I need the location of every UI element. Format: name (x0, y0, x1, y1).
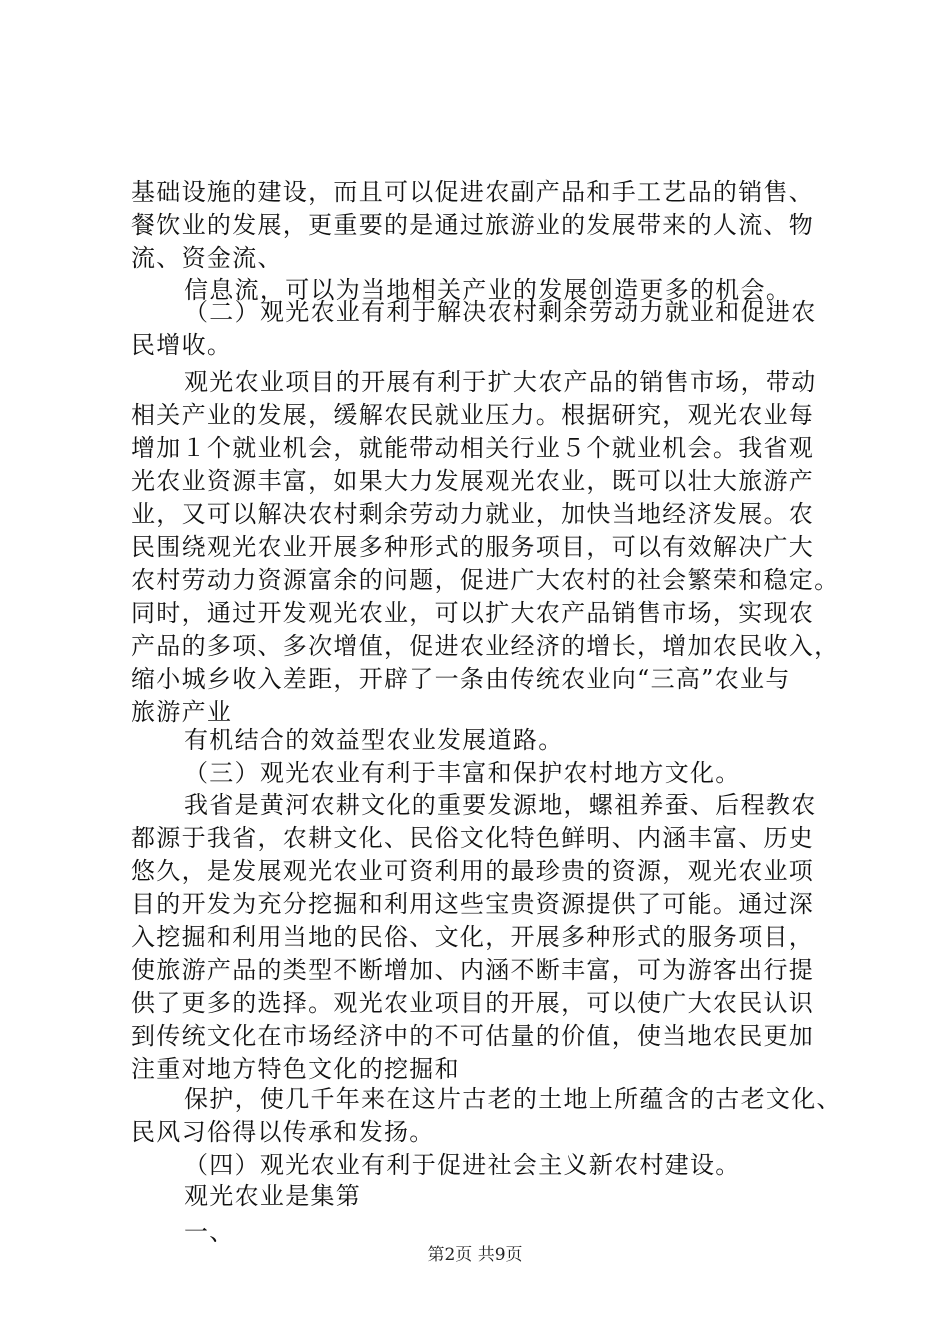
text-line: 相关产业的发展，缓解农民就业压力。根据研究，观光农业每 (131, 401, 815, 429)
section-heading: （二）观光农业有利于解决农村剩余劳动力就业和促进农 (184, 298, 817, 326)
text-line: 注重对地方特色文化的挖掘和 (131, 1055, 460, 1083)
text-line: 基础设施的建设，而且可以促进农副产品和手工艺品的销售、 (131, 178, 815, 206)
text-line: 到传统文化在市场经济中的不可估量的价值，使当地农民更加 (131, 1022, 815, 1050)
text-line: 农村劳动力资源富余的问题，促进广大农村的社会繁荣和稳定。 (131, 566, 840, 594)
text-line: 有机结合的效益型农业发展道路。 (184, 726, 564, 754)
text-line: 供了更多的选择。观光农业项目的开展，可以使广大农民认识 (131, 989, 815, 1017)
text-line: 目的开发为充分挖掘和利用这些宝贵资源提供了可能。通过深 (131, 890, 815, 918)
text-line: 保护，使几千年来在这片古老的土地上所蕴含的古老文化、 (184, 1085, 842, 1113)
text-line: 使旅游产品的类型不断增加、内涵不断丰富，可为游客出行提 (131, 956, 815, 984)
text-line: 餐饮业的发展，更重要的是通过旅游业的发展带来的人流、物 (131, 211, 815, 239)
text-line: 入挖掘和利用当地的民俗、文化，开展多种形式的服务项目， (131, 923, 815, 951)
text-line: 产品的多项、多次增值，促进农业经济的增长，增加农民收入， (131, 632, 840, 660)
text-line: 一、 (184, 1218, 235, 1246)
text-line: 观光农业项目的开展有利于扩大农产品的销售市场，带动 (184, 368, 817, 396)
text-line: 观光农业是集第 (184, 1182, 362, 1210)
text-line: 缩小城乡收入差距，开辟了一条由传统农业向“三高”农业与 (131, 665, 791, 693)
text-line: 民围绕观光农业开展多种形式的服务项目，可以有效解决广大 (131, 533, 815, 561)
text-line: 增加１个就业机会，就能带动相关行业５个就业机会。我省观 (131, 434, 815, 462)
section-heading-continuation: 民增收。 (131, 331, 233, 359)
text-line: 民风习俗得以传承和发扬。 (131, 1118, 435, 1146)
section-heading: （三）观光农业有利于丰富和保护农村地方文化。 (184, 759, 741, 787)
page-number-footer: 第2页 共9页 (427, 1245, 523, 1265)
text-line: 悠久，是发展观光农业可资利用的最珍贵的资源，观光农业项 (131, 857, 815, 885)
text-line: 流、资金流、 (131, 244, 283, 272)
text-line: 业，又可以解决农村剩余劳动力就业，加快当地经济发展。农 (131, 500, 815, 528)
text-line: 光农业资源丰富，如果大力发展观光农业，既可以壮大旅游产 (131, 467, 815, 495)
text-line: 都源于我省，农耕文化、民俗文化特色鲜明、内涵丰富、历史 (131, 824, 815, 852)
text-line: 旅游产业 (131, 698, 233, 726)
text-line: 我省是黄河农耕文化的重要发源地，螺祖养蚕、后程教农 (184, 791, 817, 819)
section-heading: （四）观光农业有利于促进社会主义新农村建设。 (184, 1151, 741, 1179)
text-line: 信息流，可以为当地相关产业的发展创造更多的机会。 (184, 276, 792, 304)
text-line: 同时，通过开发观光农业，可以扩大农产品销售市场，实现农 (131, 599, 815, 627)
